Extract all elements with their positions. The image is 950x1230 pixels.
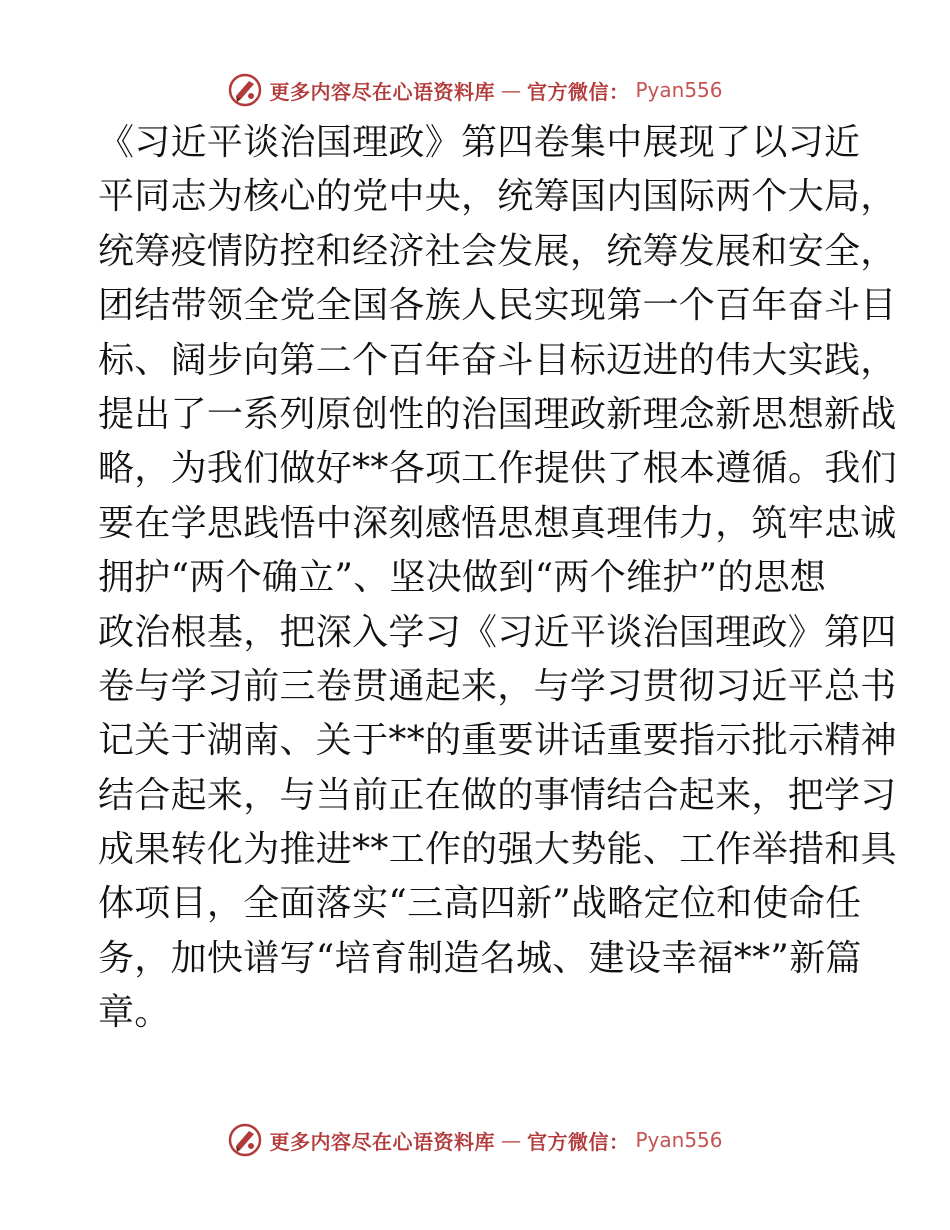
article-line: 标、阔步向第二个百年奋斗目标迈进的伟大实践， <box>98 339 897 381</box>
watermark-account-label: 官方微信： <box>526 1129 630 1154</box>
article-line: 卷与学习前三卷贯通起来，与学习贯彻习近平总书 <box>98 665 897 707</box>
header-watermark <box>0 70 950 110</box>
article-line: 《习近平谈治国理政》第四卷集中展现了以习近 <box>98 122 861 163</box>
watermark-dash: — <box>500 78 521 102</box>
article-line: 务，加快谱写“培育制造名城、建设幸福**”新篇 <box>98 937 862 979</box>
article-line: 平同志为核心的党中央，统筹国内国际两个大局， <box>98 176 897 218</box>
article-line: 提出了一系列原创性的治国理政新理念新思想新战 <box>98 393 897 435</box>
logo-seal-icon <box>227 72 263 108</box>
watermark-account-id: Pyan556 <box>635 1128 723 1152</box>
article-body <box>98 116 897 1041</box>
article-line: 记关于湖南、关于**的重要讲话重要指示批示精神 <box>98 720 897 762</box>
watermark-dash: — <box>500 1128 521 1152</box>
article-line: 章。 <box>98 992 171 1034</box>
watermark-site-text: 更多内容尽在心语资料库 <box>269 1129 495 1154</box>
article-line: 略，为我们做好**各项工作提供了根本遵循。我们 <box>98 448 897 490</box>
article-line: 统筹疫情防控和经济社会发展，统筹发展和安全， <box>98 230 897 272</box>
article-line: 要在学思践悟中深刻感悟思想真理伟力，筑牢忠诚 <box>98 502 897 544</box>
watermark-account-label: 官方微信： <box>526 79 630 104</box>
article-line: 团结带领全党全国各族人民实现第一个百年奋斗目 <box>98 285 897 327</box>
article-line: 政治根基，把深入学习《习近平谈治国理政》第四 <box>98 611 897 653</box>
article-line: 拥护“两个确立”、坚决做到“两个维护”的思想 <box>98 557 827 599</box>
logo-seal-icon <box>227 1122 263 1158</box>
footer-watermark <box>0 1120 950 1160</box>
watermark-site-text: 更多内容尽在心语资料库 <box>269 79 495 104</box>
article-line: 成果转化为推进**工作的强大势能、工作举措和具 <box>98 829 897 871</box>
article-line: 体项目，全面落实“三高四新”战略定位和使命任 <box>98 883 862 925</box>
watermark-account-id: Pyan556 <box>635 78 723 102</box>
article-line: 结合起来，与当前正在做的事情结合起来，把学习 <box>98 774 897 816</box>
